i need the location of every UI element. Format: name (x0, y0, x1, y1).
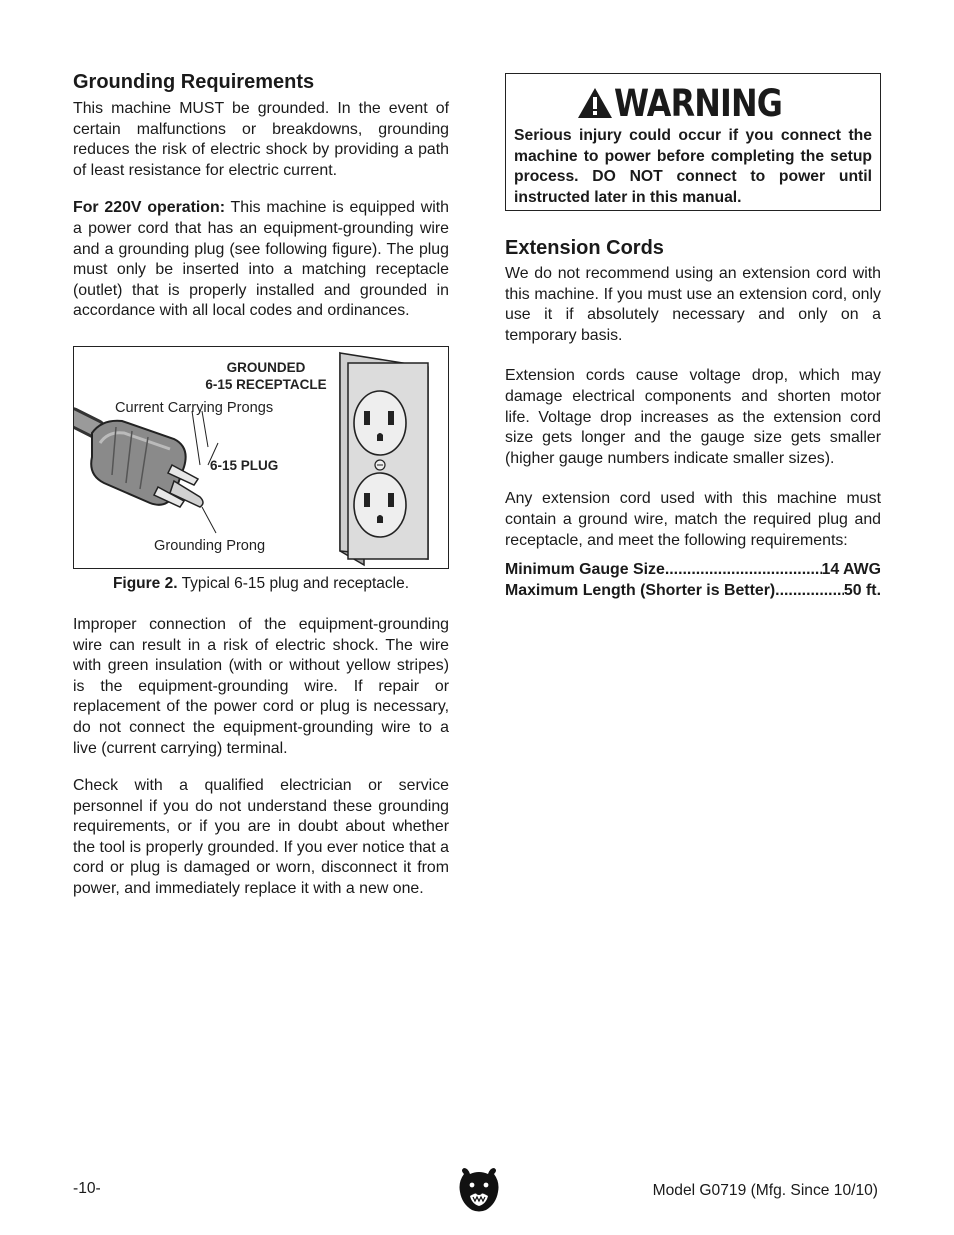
grounding-paragraph-3: Improper connection of the equipment-grounding wire can result in a risk of electric shock. The wire with green insulation (with or without yellow stripes) is the equipment-grounding wire. If repair or replacement of the power cord or plug is necessary, do not connect the equipment-grounding wire to a live (current carrying) terminal. (73, 615, 449, 757)
plug-receptacle-figure (73, 346, 449, 569)
receptacle-label-line-1: GROUNDED (226, 359, 306, 375)
left-column (73, 68, 449, 900)
grounding-paragraph-1: This machine MUST be grounded. In the event of certain malfunctions or breakdowns, grounding reduces the risk of electric shock by providing a path of least resistance for electric current. (73, 100, 449, 179)
warning-title-text: WARNING (614, 81, 783, 125)
plug-label: 6-15 PLUG (210, 457, 279, 473)
prongs-label: Current Carrying Prongs (115, 399, 274, 416)
spec-leader-dots (665, 559, 822, 580)
spec-row-gauge (505, 559, 881, 580)
extension-paragraph-2: Extension cords cause voltage drop, which may damage electrical components and shorten motor life. Voltage drop increases as the extension cord size gets longer and the gauge size gets smaller (higher gauge numbers indicate smaller sizes). (505, 367, 881, 467)
model-text: Model G0719 (Mfg. Since 10/10) (652, 1182, 878, 1199)
ground-prong-label: Grounding Prong (154, 537, 266, 554)
figure-caption (73, 575, 449, 593)
receptacle-icon (340, 353, 428, 565)
spec-value-gauge: 14 AWG (821, 561, 881, 579)
grounding-paragraph-4: Check with a qualified electrician or service personnel if you do not understand these grounding requirements, or if you are in doubt about whether the tool is properly grounded. If you ever notice that a cord or plug is damaged or worn, disconnect it from power, and immediately replace it with a new one. (73, 777, 449, 898)
warning-title (514, 82, 872, 124)
grounding-heading: Grounding Requirements (73, 71, 315, 93)
spec-value-length: 50 ft. (843, 582, 881, 600)
bear-head-logo-icon (458, 1168, 500, 1212)
warning-box (505, 73, 881, 211)
warning-triangle-icon (576, 86, 614, 120)
receptacle-label (182, 359, 350, 393)
plug-icon (91, 421, 203, 507)
extension-cords-heading: Extension Cords (505, 237, 664, 259)
extension-paragraph-3: Any extension cord used with this machine must contain a ground wire, match the required plug and receptacle, and meet the following requirements: (505, 490, 881, 549)
right-column (505, 68, 881, 601)
warning-text: Serious injury could occur if you connect the machine to power before completing the setup process. DO NOT connect to power until instructed later in this manual. (514, 127, 872, 206)
220v-label: For 220V operation: (73, 199, 226, 217)
spec-leader-dots (775, 580, 844, 601)
spec-label-gauge: Minimum Gauge Size (505, 561, 665, 579)
figure-number: Figure 2. (112, 574, 178, 592)
220v-text: This machine is equipped with a power cord that has an equipment-grounding wire and a grounding plug (see following figure). The plug must only be inserted into a matching receptacle (outlet) that is properly installed and grounded in accordance with all local codes and ordinances. (73, 199, 449, 320)
page-number: -10- (73, 1180, 101, 1197)
spec-row-length (505, 580, 881, 601)
receptacle-label-line-2: 6-15 RECEPTACLE (205, 376, 327, 392)
figure-caption-text: Typical 6-15 plug and receptacle. (177, 574, 410, 592)
extension-paragraph-1: We do not recommend using an extension cord with this machine. If you must use an extension cord, only use it if absolutely necessary and only on a temporary basis. (505, 265, 881, 344)
grounding-paragraph-220v (73, 198, 449, 322)
spec-label-length: Maximum Length (Shorter is Better) (505, 582, 776, 600)
